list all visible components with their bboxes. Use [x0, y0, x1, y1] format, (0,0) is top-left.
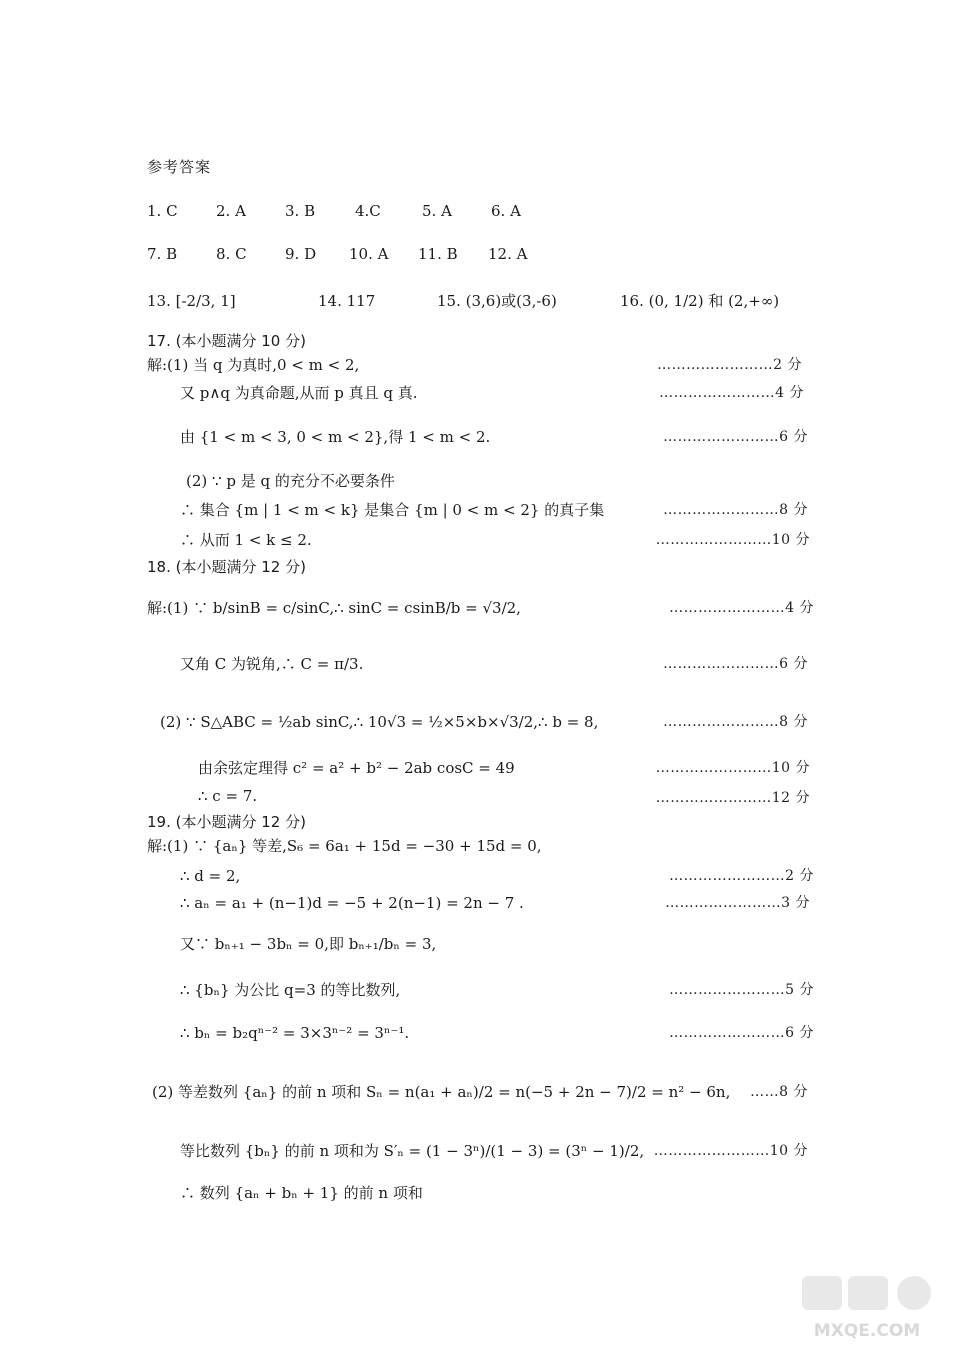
score-mark: ……………………10 分: [655, 532, 810, 548]
solution-line: ∴ 从而 1 < k ≤ 2.: [180, 531, 312, 549]
solution-line: 由 {1 < m < 3, 0 < m < 2},得 1 < m < 2.: [180, 428, 491, 446]
fill-answer-15: 15. (3,6)或(3,-6): [437, 292, 557, 310]
choice-answer: 4.C: [355, 202, 381, 220]
solution-line: 解:(1) ∵ {aₙ} 等差,S₆ = 6a₁ + 15d = −30 + 15d = 0,: [147, 837, 542, 855]
score-mark: ……8 分: [750, 1084, 808, 1100]
score-mark: ……………………4 分: [659, 385, 804, 401]
score-mark: ……………………6 分: [663, 656, 808, 672]
score-mark: ……………………12 分: [655, 790, 810, 806]
solution-line: ∴ bₙ = b₂qⁿ⁻² = 3×3ⁿ⁻² = 3ⁿ⁻¹.: [180, 1024, 410, 1042]
score-mark: ……………………2 分: [669, 868, 814, 884]
score-mark: ……………………6 分: [669, 1025, 814, 1041]
score-mark: ……………………8 分: [663, 502, 808, 518]
watermark-text: MXQE.COM: [813, 1321, 921, 1341]
solution-line: ∴ 数列 {aₙ + bₙ + 1} 的前 n 项和: [180, 1184, 423, 1202]
score-mark: ……………………8 分: [663, 714, 808, 730]
choice-answer: 6. A: [491, 202, 521, 220]
score-mark: ……………………3 分: [665, 895, 810, 911]
solution-line: 由余弦定理得 c² = a² + b² − 2ab cosC = 49: [198, 759, 515, 777]
choice-answer: 9. D: [285, 245, 317, 263]
q17-heading: 17. (本小题满分 10 分): [147, 332, 306, 350]
solution-line: 又∵ bₙ₊₁ − 3bₙ = 0,即 bₙ₊₁/bₙ = 3,: [180, 935, 437, 953]
solution-line: 等比数列 {bₙ} 的前 n 项和为 S′ₙ = (1 − 3ⁿ)/(1 − 3) = (3ⁿ − 1)/2,: [180, 1142, 645, 1160]
solution-line: 解:(1) 当 q 为真时,0 < m < 2,: [147, 356, 360, 374]
logo-block: [848, 1276, 888, 1310]
choice-answer: 2. A: [216, 202, 246, 220]
choice-answer: 7. B: [147, 245, 178, 263]
logo-circle: [897, 1276, 931, 1310]
q19-heading: 19. (本小题满分 12 分): [147, 813, 306, 831]
fill-answer-13: 13. [-2/3, 1]: [147, 292, 236, 310]
solution-line: ∴ aₙ = a₁ + (n−1)d = −5 + 2(n−1) = 2n − 7 .: [180, 894, 524, 912]
fill-answer-16: 16. (0, 1/2) 和 (2,+∞): [620, 292, 780, 310]
score-mark: ……………………4 分: [669, 600, 814, 616]
solution-line: ∴ c = 7.: [198, 787, 258, 805]
choice-answer: 11. B: [418, 245, 458, 263]
choice-answer: 8. C: [216, 245, 247, 263]
solution-line: ∴ 集合 {m | 1 < m < k} 是集合 {m | 0 < m < 2} 的真子集: [180, 501, 605, 519]
watermark-logo: [792, 1274, 942, 1344]
choice-answer: 1. C: [147, 202, 178, 220]
solution-line: 又角 C 为锐角,∴ C = π/3.: [180, 655, 364, 673]
choice-answer: 5. A: [422, 202, 452, 220]
logo-block: [802, 1276, 842, 1310]
solution-line: (2) ∵ S△ABC = ½ab sinC,∴ 10√3 = ½×5×b×√3/2,∴ b = 8,: [160, 713, 599, 731]
score-mark: ……………………10 分: [653, 1143, 808, 1159]
solution-line: 又 p∧q 为真命题,从而 p 真且 q 真.: [180, 384, 418, 402]
score-mark: ……………………5 分: [669, 982, 814, 998]
solution-line: ∴ {bₙ} 为公比 q=3 的等比数列,: [180, 981, 401, 999]
page-title: 参考答案: [147, 158, 212, 176]
solution-line: (2) ∵ p 是 q 的充分不必要条件: [186, 472, 395, 490]
solution-line: (2) 等差数列 {aₙ} 的前 n 项和 Sₙ = n(a₁ + aₙ)/2 = n(−5 + 2n − 7)/2 = n² − 6n,: [152, 1083, 731, 1101]
choice-answer: 10. A: [349, 245, 389, 263]
fill-answer-14: 14. 117: [318, 292, 376, 310]
score-mark: ……………………10 分: [655, 760, 810, 776]
choice-answer: 3. B: [285, 202, 316, 220]
solution-line: 解:(1) ∵ b/sinB = c/sinC,∴ sinC = csinB/b = √3/2,: [147, 599, 521, 617]
score-mark: ……………………2 分: [657, 357, 802, 373]
score-mark: ……………………6 分: [663, 429, 808, 445]
solution-line: ∴ d = 2,: [180, 867, 241, 885]
q18-heading: 18. (本小题满分 12 分): [147, 558, 306, 576]
choice-answer: 12. A: [488, 245, 528, 263]
